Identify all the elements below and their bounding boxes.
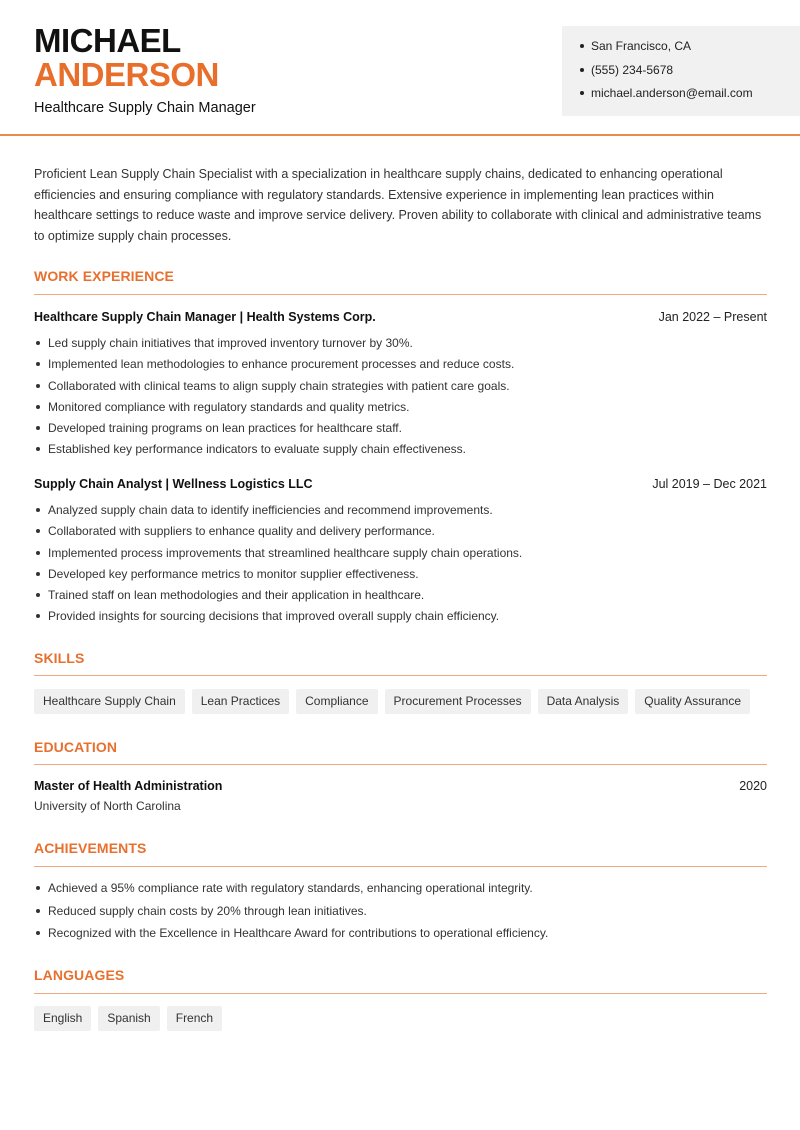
list-item	[34, 420, 767, 441]
bullet-icon	[36, 384, 40, 388]
bullet-icon	[36, 551, 40, 555]
section-title-work: WORK EXPERIENCE	[34, 268, 174, 284]
job-role: Supply Chain Analyst | Wellness Logistics LLC	[34, 477, 313, 491]
bullet-icon	[36, 593, 40, 597]
email-text: michael.anderson@email.com	[591, 86, 753, 100]
summary: Proficient Lean Supply Chain Specialist with a specialization in healthcare supply chains, dedicated to enhancing operational efficiencies and ensuring compliance with regulatory standards. Extensive experience in implementing lean practices within healthcare settings to reduce waste and improve service delivery. Proven ability to collaborate with clinical and administrative teams to optimize supply chain processes.	[34, 167, 762, 244]
skill-tag: Healthcare Supply Chain	[34, 689, 185, 714]
job-header	[34, 310, 767, 324]
achievement-text: Recognized with the Excellence in Healthcare Award for contributions to operational efficiency.	[48, 926, 549, 940]
job-dates: Jan 2022 – Present	[658, 310, 767, 324]
list-item	[34, 378, 767, 399]
list-item	[34, 587, 767, 608]
achievement-text: Reduced supply chain costs by 20% through lean initiatives.	[48, 903, 367, 918]
list-item	[34, 903, 767, 926]
school-name: University of North Carolina	[34, 799, 181, 813]
job-bullets	[34, 502, 767, 630]
bullet-icon	[36, 931, 40, 935]
bullet-icon	[36, 886, 40, 890]
bullet-icon	[36, 341, 40, 345]
language-tag: Spanish	[98, 1006, 159, 1031]
contact-email	[580, 85, 800, 109]
bullet-icon	[36, 405, 40, 409]
achievements-list	[34, 880, 767, 948]
list-item	[34, 356, 767, 377]
section-title-skills: SKILLS	[34, 650, 85, 666]
bullet-text: Developed key performance metrics to monitor supplier effectiveness.	[48, 566, 419, 581]
job-header	[34, 477, 767, 491]
graduation-year: 2020	[739, 779, 767, 793]
section-divider	[34, 866, 767, 867]
contact-box	[562, 26, 800, 116]
bullet-text: Trained staff on lean methodologies and their application in healthcare.	[48, 588, 425, 603]
list-item	[34, 880, 767, 903]
list-item	[34, 441, 767, 462]
bullet-icon	[36, 572, 40, 576]
contact-location	[580, 38, 800, 62]
bullet-text: Provided insights for sourcing decisions that improved overall supply chain efficiency.	[48, 609, 500, 624]
list-item	[34, 608, 767, 629]
location-text: San Francisco, CA	[591, 39, 692, 53]
bullet-text: Analyzed supply chain data to identify inefficiencies and recommend improvements.	[48, 503, 493, 517]
bullet-icon	[580, 44, 584, 48]
bullet-icon	[36, 614, 40, 618]
skills-list	[34, 689, 750, 714]
list-item	[34, 399, 767, 420]
resume-header	[0, 0, 800, 136]
languages-list	[34, 1006, 222, 1031]
section-divider	[34, 764, 767, 765]
list-item	[34, 335, 767, 356]
bullet-text: Developed training programs on lean practices for healthcare staff.	[48, 421, 402, 436]
job-role: Healthcare Supply Chain Manager | Health Systems Corp.	[34, 310, 376, 324]
skill-tag: Compliance	[296, 689, 377, 714]
bullet-text: Established key performance indicators to evaluate supply chain effectiveness.	[48, 442, 467, 457]
bullet-text: Monitored compliance with regulatory standards and quality metrics.	[48, 399, 410, 414]
section-divider	[34, 294, 767, 295]
list-item	[34, 523, 767, 544]
list-item	[34, 545, 767, 566]
achievement-text: Achieved a 95% compliance rate with regulatory standards, enhancing operational integrity.	[48, 881, 533, 895]
section-title-achievements: ACHIEVEMENTS	[34, 840, 147, 856]
bullet-text: Collaborated with clinical teams to align supply chain strategies with patient care goals.	[48, 378, 510, 393]
degree: Master of Health Administration	[34, 779, 223, 793]
bullet-icon	[580, 68, 584, 72]
job-title: Healthcare Supply Chain Manager	[34, 100, 256, 116]
bullet-icon	[36, 362, 40, 366]
section-title-education: EDUCATION	[34, 739, 118, 755]
bullet-icon	[36, 508, 40, 512]
skill-tag: Quality Assurance	[635, 689, 750, 714]
bullet-icon	[36, 426, 40, 430]
bullet-text: Led supply chain initiatives that improved inventory turnover by 30%.	[48, 336, 413, 350]
language-tag: English	[34, 1006, 91, 1031]
section-divider	[34, 675, 767, 676]
list-item	[34, 502, 767, 523]
bullet-icon	[580, 91, 584, 95]
section-divider	[34, 993, 767, 994]
skill-tag: Data Analysis	[538, 689, 629, 714]
list-item	[34, 566, 767, 587]
bullet-text: Implemented process improvements that streamlined healthcare supply chain operations.	[48, 545, 523, 560]
bullet-icon	[36, 909, 40, 913]
education-header	[34, 779, 767, 793]
last-name: ANDERSON	[34, 56, 219, 93]
skill-tag: Lean Practices	[192, 689, 289, 714]
job-dates: Jul 2019 – Dec 2021	[652, 477, 767, 491]
bullet-text: Implemented lean methodologies to enhance procurement processes and reduce costs.	[48, 357, 515, 372]
bullet-icon	[36, 529, 40, 533]
skill-tag: Procurement Processes	[385, 689, 531, 714]
first-name: MICHAEL	[34, 22, 181, 59]
phone-text: (555) 234-5678	[591, 62, 674, 77]
section-title-languages: LANGUAGES	[34, 967, 125, 983]
bullet-text: Collaborated with suppliers to enhance quality and delivery performance.	[48, 524, 435, 539]
job-bullets	[34, 335, 767, 463]
language-tag: French	[167, 1006, 222, 1031]
contact-phone	[580, 62, 800, 86]
bullet-icon	[36, 447, 40, 451]
list-item	[34, 925, 767, 948]
